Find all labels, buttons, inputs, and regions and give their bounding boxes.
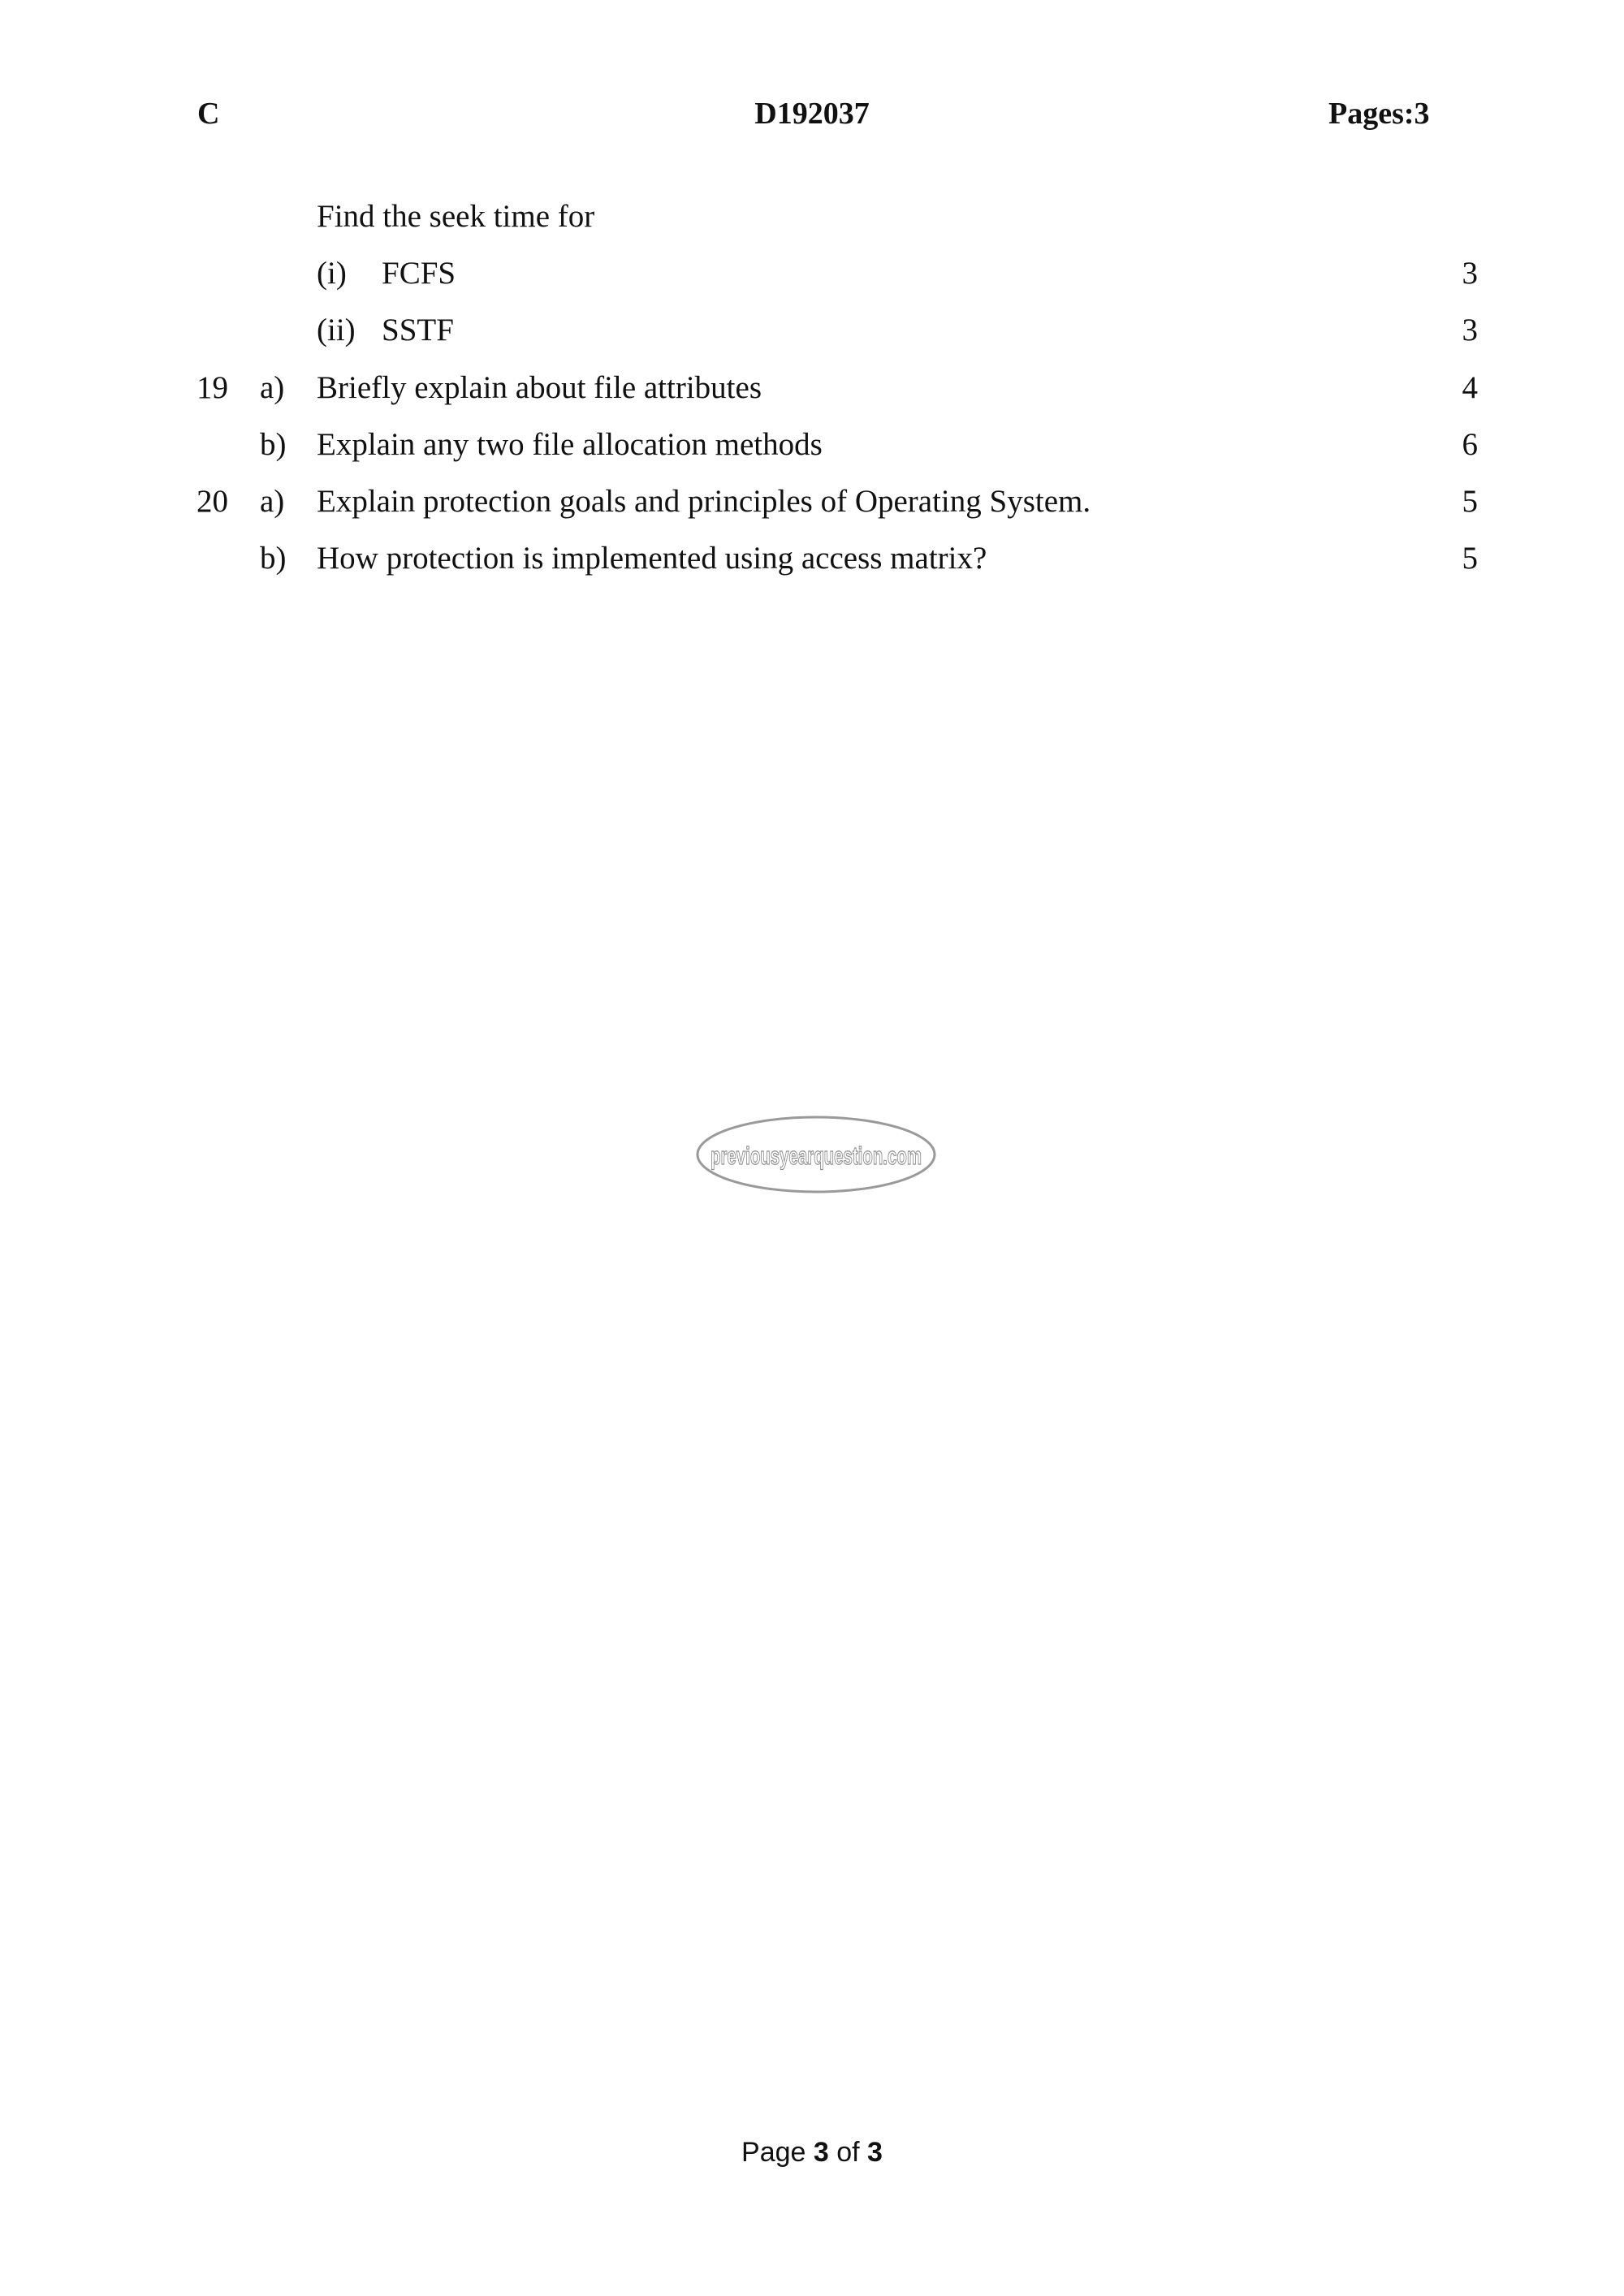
watermark-text: previousyearquestion.com	[710, 1142, 922, 1170]
page-footer	[0, 2137, 1624, 2169]
question-text: Briefly explain about file attributes	[317, 370, 762, 405]
question-part-row	[0, 306, 1624, 355]
part-roman-numeral: (ii)	[317, 313, 356, 347]
question-marks: 4	[1462, 370, 1478, 405]
question-sub-label: b)	[260, 541, 287, 576]
footer-middle: of	[828, 2137, 868, 2168]
footer-prefix: Page	[741, 2137, 814, 2168]
question-text: Explain protection goals and principles of Operating System.	[317, 484, 1091, 519]
question-marks: 5	[1462, 484, 1478, 519]
question-marks: 6	[1462, 427, 1478, 462]
question-row	[0, 534, 1624, 583]
header-paper-code: D192037	[754, 97, 870, 131]
question-text: Explain any two file allocation methods	[317, 427, 823, 462]
watermark-badge	[694, 1114, 938, 1195]
part-text: SSTF	[382, 313, 454, 347]
question-number: 20	[197, 484, 228, 519]
question-row	[0, 364, 1624, 412]
part-text: FCFS	[382, 256, 456, 291]
question-sub-label: a)	[260, 370, 285, 405]
part-marks: 3	[1462, 256, 1478, 291]
site-watermark	[694, 1114, 938, 1195]
part-roman-numeral: (i)	[317, 256, 347, 291]
question-text: How protection is implemented using access matrix?	[317, 541, 987, 576]
footer-current-page: 3	[813, 2137, 829, 2168]
part-marks: 3	[1462, 313, 1478, 347]
question-row	[0, 421, 1624, 469]
question-intro-line	[0, 192, 1624, 241]
question-sub-label: a)	[260, 484, 285, 519]
header-series: C	[197, 97, 220, 131]
question-row	[0, 477, 1624, 526]
question-marks: 5	[1462, 541, 1478, 576]
question-number: 19	[197, 370, 228, 405]
header-pages: Pages:3	[1328, 97, 1430, 131]
question-part-row	[0, 249, 1624, 298]
footer-total-pages: 3	[867, 2137, 883, 2168]
question-sub-label: b)	[260, 427, 287, 462]
question-intro-text: Find the seek time for	[317, 199, 595, 234]
